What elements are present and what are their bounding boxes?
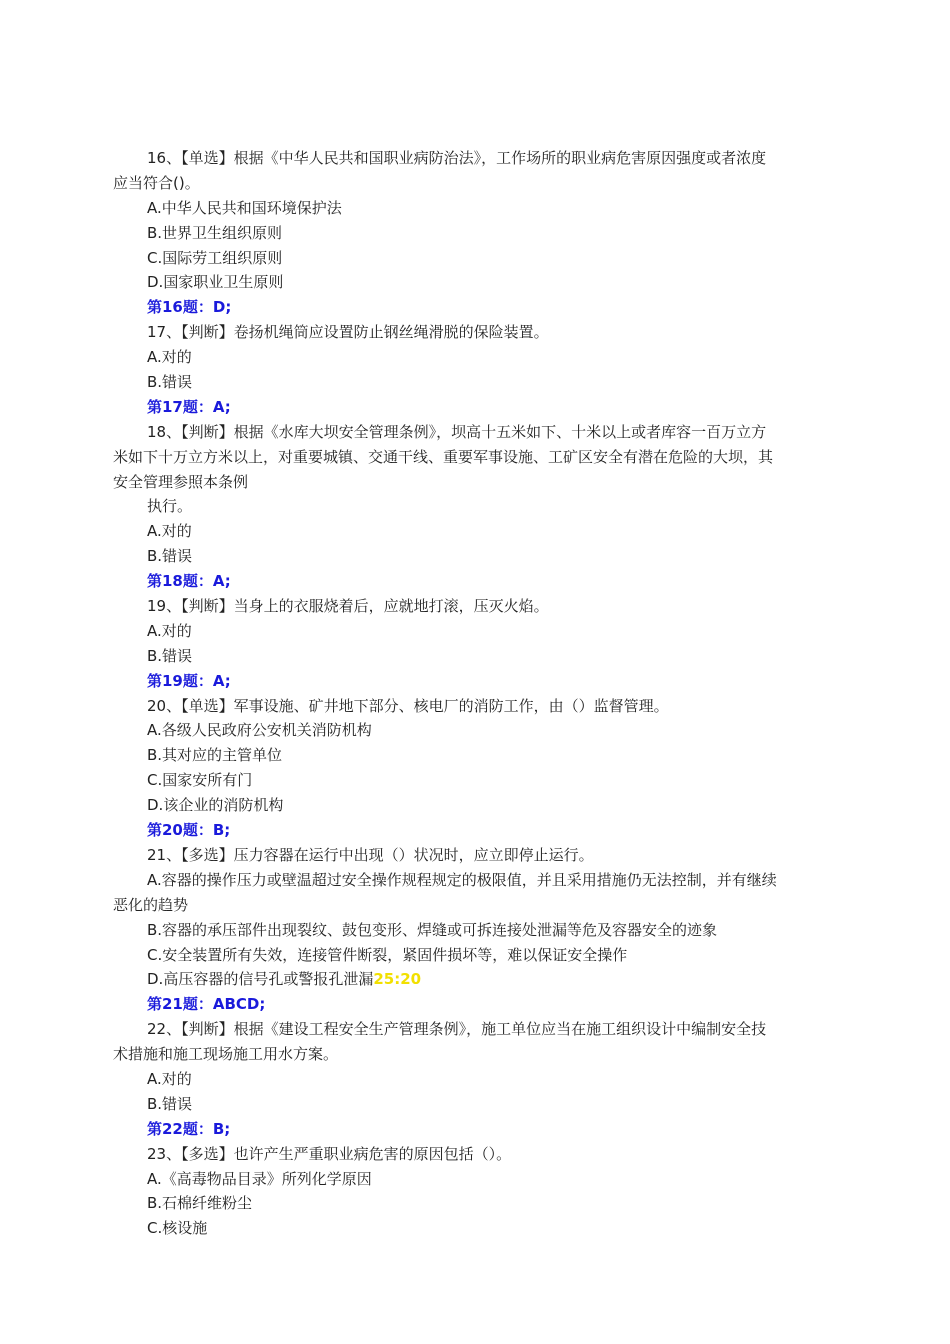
question-19-stem: 19、【判断】当身上的衣服烧着后，应就地打滚，压灭火焰。 [147, 597, 549, 616]
question-16-answer: 第16题：D; [147, 298, 232, 317]
question-23-option-c: C.核设施 [147, 1219, 208, 1238]
question-22-option-a: A.对的 [147, 1069, 192, 1088]
question-21-option-c: C.安全装置所有失效，连接管件断裂，紧固件损坏等，难以保证安全操作 [147, 945, 628, 964]
question-18-stem-line-4: 执行。 [147, 497, 193, 516]
highlight-timestamp: 25:20 [373, 970, 422, 989]
question-17-option-b: B.错误 [147, 373, 193, 392]
question-18-option-a: A.对的 [147, 522, 192, 541]
question-21-stem: 21、【多选】压力容器在运行中出现（）状况时，应立即停止运行。 [147, 845, 594, 864]
question-22-answer: 第22题：B; [147, 1119, 231, 1138]
question-23-stem: 23、【多选】也许产生严重职业病危害的原因包括（）。 [147, 1144, 512, 1163]
question-19-answer: 第19题：A; [147, 671, 231, 690]
question-18-stem: 18、【判断】根据《水库大坝安全管理条例》，坝高十五米如下、十米以上或者库容一百万立方 [147, 422, 767, 441]
question-20-stem: 20、【单选】军事设施、矿井地下部分、核电厂的消防工作，由（）监督管理。 [147, 696, 669, 715]
question-20-option-a: A.各级人民政府公安机关消防机构 [147, 721, 372, 740]
question-19-option-a: A.对的 [147, 621, 192, 640]
question-21-option-d-text: D.高压容器的信号孔或警报孔泄漏 [147, 970, 374, 989]
question-16-option-a: A.中华人民共和国环境保护法 [147, 198, 342, 217]
question-16-option-d: D.国家职业卫生原则 [147, 273, 284, 292]
question-21-answer: 第21题：ABCD; [147, 995, 266, 1014]
question-22-option-b: B.错误 [147, 1094, 193, 1113]
question-22-stem: 22、【判断】根据《建设工程安全生产管理条例》，施工单位应当在施工组织设计中编制安全技 [147, 1020, 767, 1039]
question-19-option-b: B.错误 [147, 646, 193, 665]
question-18-stem-line-2: 米如下十万立方米以上，对重要城镇、交通干线、重要军事设施、工矿区安全有潜在危险的大坝，其 [113, 447, 774, 466]
question-18-stem-line-3: 安全管理参照本条例 [113, 472, 249, 491]
question-20-option-d: D.该企业的消防机构 [147, 796, 284, 815]
question-16-option-b: B.世界卫生组织原则 [147, 223, 283, 242]
document-body [113, 146, 858, 1241]
question-17-stem: 17、【判断】卷扬机绳筒应设置防止钢丝绳滑脱的保险装置。 [147, 323, 549, 342]
question-17-option-a: A.对的 [147, 348, 192, 367]
question-16-option-c: C.国际劳工组织原则 [147, 248, 283, 267]
question-21-option-a-continued: 恶化的趋势 [113, 895, 189, 914]
question-21-option-b: B.容器的承压部件出现裂纹、鼓包变形、焊缝或可拆连接处泄漏等危及容器安全的迹象 [147, 920, 718, 939]
question-18-answer: 第18题：A; [147, 572, 231, 591]
question-23-option-a: A.《高毒物品目录》所列化学原因 [147, 1169, 372, 1188]
question-22-stem-continued: 术措施和施工现场施工用水方案。 [113, 1045, 339, 1064]
question-20-option-b: B.其对应的主管单位 [147, 746, 283, 765]
question-20-option-c: C.国家安所有门 [147, 771, 253, 790]
question-17-answer: 第17题：A; [147, 397, 231, 416]
question-21-option-a: A.容器的操作压力或壁温超过安全操作规程规定的极限值，并且采用措施仍无法控制，并有继续 [147, 870, 777, 889]
question-18-option-b: B.错误 [147, 547, 193, 566]
question-23-option-b: B.石棉纤维粉尘 [147, 1194, 253, 1213]
question-20-answer: 第20题：B; [147, 821, 231, 840]
question-21-option-d [113, 967, 858, 992]
question-16-stem: 16、【单选】根据《中华人民共和国职业病防治法》，工作场所的职业病危害原因强度或者浓度 [147, 149, 767, 167]
question-16-stem-continued: 应当符合()。 [113, 173, 200, 192]
